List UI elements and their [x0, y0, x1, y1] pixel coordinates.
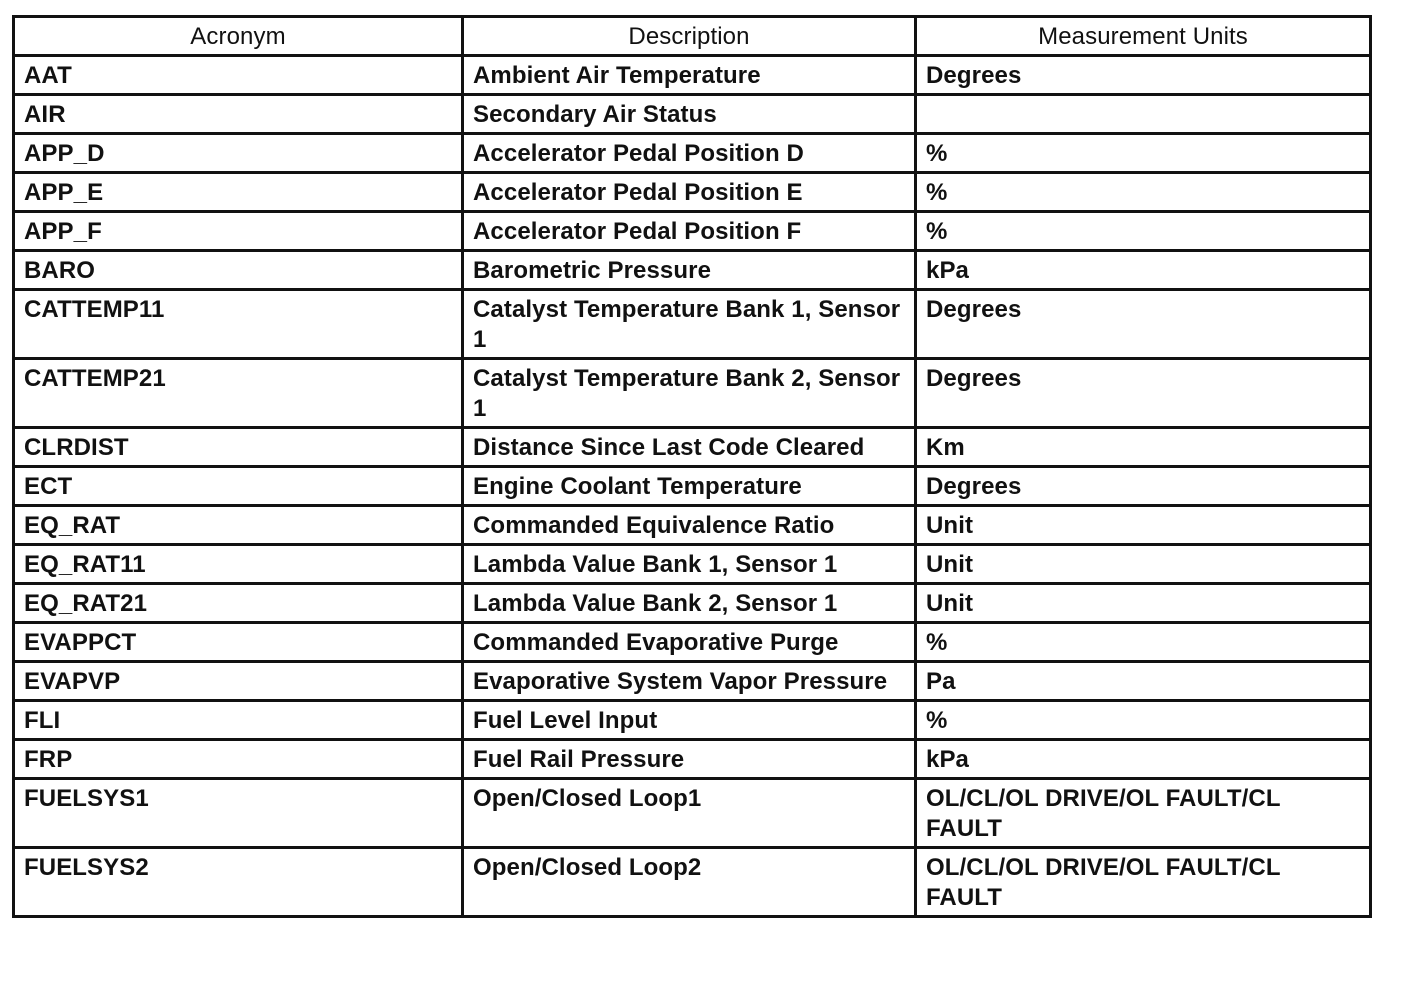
acronym-table-container	[12, 15, 1369, 918]
description-cell: Catalyst Temperature Bank 2, Sensor 1	[463, 359, 916, 428]
units-cell	[916, 95, 1371, 134]
units-cell: Km	[916, 428, 1371, 467]
acronym-cell: CLRDIST	[14, 428, 463, 467]
units-cell: %	[916, 173, 1371, 212]
description-cell: Commanded Equivalence Ratio	[463, 506, 916, 545]
units-cell: Degrees	[916, 467, 1371, 506]
description-cell: Open/Closed Loop2	[463, 848, 916, 917]
table-row	[14, 584, 1371, 623]
header-acronym: Acronym	[14, 17, 463, 56]
table-row	[14, 359, 1371, 428]
description-cell: Ambient Air Temperature	[463, 56, 916, 95]
units-cell: OL/CL/OL DRIVE/OL FAULT/CL FAULT	[916, 779, 1371, 848]
table-row	[14, 848, 1371, 917]
description-cell: Distance Since Last Code Cleared	[463, 428, 916, 467]
table-row	[14, 428, 1371, 467]
table-row	[14, 623, 1371, 662]
acronym-cell: FUELSYS1	[14, 779, 463, 848]
header-row	[14, 17, 1371, 56]
units-cell: %	[916, 701, 1371, 740]
acronym-cell: FRP	[14, 740, 463, 779]
description-cell: Accelerator Pedal Position F	[463, 212, 916, 251]
description-cell: Catalyst Temperature Bank 1, Sensor 1	[463, 290, 916, 359]
units-cell: Degrees	[916, 290, 1371, 359]
acronym-cell: AAT	[14, 56, 463, 95]
units-cell: kPa	[916, 251, 1371, 290]
units-cell: Degrees	[916, 56, 1371, 95]
description-cell: Evaporative System Vapor Pressure	[463, 662, 916, 701]
description-cell: Accelerator Pedal Position D	[463, 134, 916, 173]
acronym-cell: EVAPVP	[14, 662, 463, 701]
units-cell: %	[916, 212, 1371, 251]
acronym-table	[12, 15, 1372, 918]
table-row	[14, 662, 1371, 701]
acronym-cell: APP_E	[14, 173, 463, 212]
header-description: Description	[463, 17, 916, 56]
description-cell: Accelerator Pedal Position E	[463, 173, 916, 212]
table-row	[14, 56, 1371, 95]
description-cell: Fuel Level Input	[463, 701, 916, 740]
table-header	[14, 17, 1371, 56]
units-cell: Unit	[916, 584, 1371, 623]
description-cell: Engine Coolant Temperature	[463, 467, 916, 506]
table-row	[14, 290, 1371, 359]
units-cell: OL/CL/OL DRIVE/OL FAULT/CL FAULT	[916, 848, 1371, 917]
acronym-cell: CATTEMP11	[14, 290, 463, 359]
acronym-cell: ECT	[14, 467, 463, 506]
description-cell: Barometric Pressure	[463, 251, 916, 290]
table-row	[14, 95, 1371, 134]
table-row	[14, 467, 1371, 506]
table-row	[14, 779, 1371, 848]
table-row	[14, 740, 1371, 779]
description-cell: Open/Closed Loop1	[463, 779, 916, 848]
units-cell: Unit	[916, 545, 1371, 584]
units-cell: %	[916, 134, 1371, 173]
table-row	[14, 212, 1371, 251]
acronym-cell: EQ_RAT11	[14, 545, 463, 584]
table-row	[14, 251, 1371, 290]
acronym-cell: BARO	[14, 251, 463, 290]
table-row	[14, 506, 1371, 545]
acronym-cell: EQ_RAT21	[14, 584, 463, 623]
table-row	[14, 701, 1371, 740]
acronym-cell: CATTEMP21	[14, 359, 463, 428]
units-cell: kPa	[916, 740, 1371, 779]
acronym-cell: FUELSYS2	[14, 848, 463, 917]
acronym-cell: AIR	[14, 95, 463, 134]
description-cell: Lambda Value Bank 1, Sensor 1	[463, 545, 916, 584]
table-body	[14, 56, 1371, 917]
units-cell: %	[916, 623, 1371, 662]
description-cell: Lambda Value Bank 2, Sensor 1	[463, 584, 916, 623]
acronym-cell: APP_D	[14, 134, 463, 173]
table-row	[14, 134, 1371, 173]
table-row	[14, 545, 1371, 584]
units-cell: Pa	[916, 662, 1371, 701]
description-cell: Secondary Air Status	[463, 95, 916, 134]
units-cell: Unit	[916, 506, 1371, 545]
acronym-cell: EVAPPCT	[14, 623, 463, 662]
description-cell: Commanded Evaporative Purge	[463, 623, 916, 662]
units-cell: Degrees	[916, 359, 1371, 428]
acronym-cell: APP_F	[14, 212, 463, 251]
acronym-cell: EQ_RAT	[14, 506, 463, 545]
header-measurement-units: Measurement Units	[916, 17, 1371, 56]
table-row	[14, 173, 1371, 212]
description-cell: Fuel Rail Pressure	[463, 740, 916, 779]
acronym-cell: FLI	[14, 701, 463, 740]
